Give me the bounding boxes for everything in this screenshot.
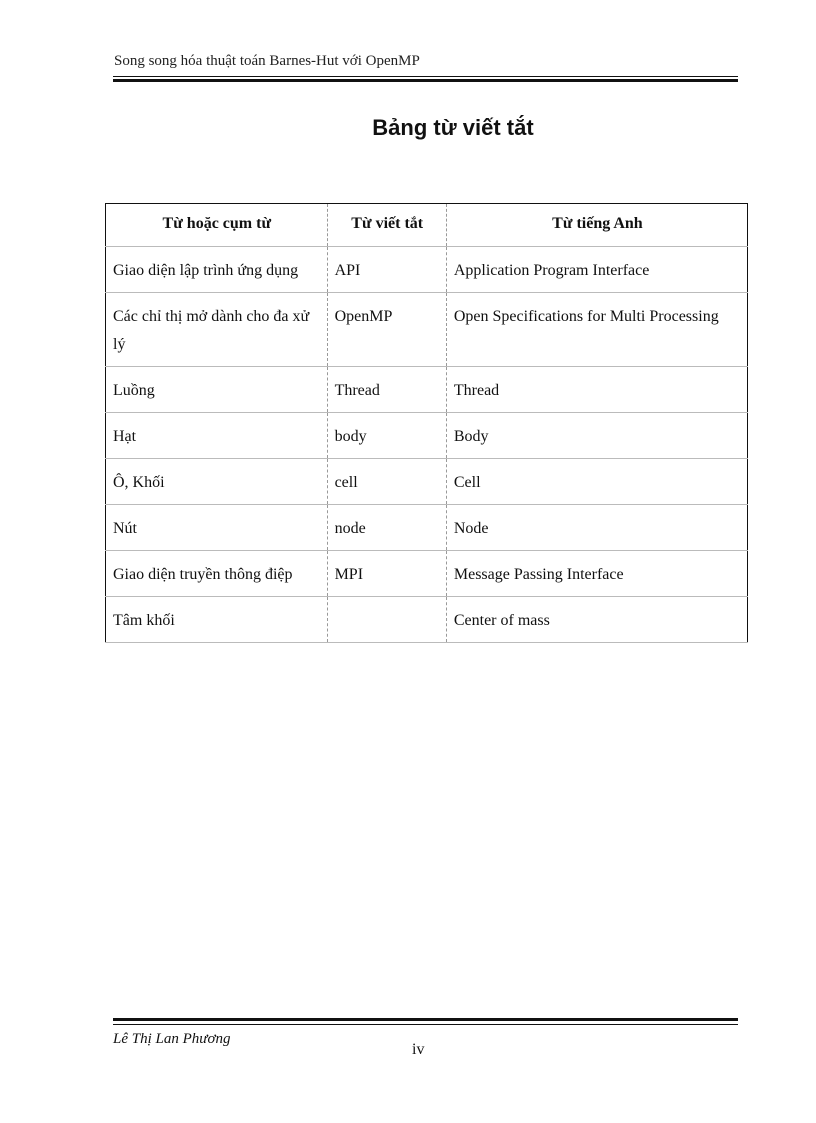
header-rule-thin [113,76,738,77]
cell-term: Luồng [106,367,328,413]
cell-abbreviation: Thread [327,367,446,413]
cell-english: Application Program Interface [446,247,747,293]
cell-abbreviation: node [327,505,446,551]
cell-term: Giao diện lập trình ứng dụng [106,247,328,293]
cell-abbreviation [327,597,446,643]
page-number: iv [412,1041,425,1058]
cell-abbreviation: cell [327,459,446,505]
cell-term: Giao diện truyền thông điệp [106,551,328,597]
column-header-english: Từ tiếng Anh [446,204,747,247]
footer-rule-thin [113,1024,738,1025]
cell-term: Tâm khối [106,597,328,643]
running-header: Song song hóa thuật toán Barnes-Hut với OpenMP [114,53,420,69]
table-row [106,247,748,293]
header-rule-thick [113,79,738,82]
footer-rule-thick [113,1018,738,1021]
cell-term: Hạt [106,413,328,459]
cell-abbreviation: body [327,413,446,459]
column-header-abbreviation: Từ viết tắt [327,204,446,247]
cell-abbreviation: OpenMP [327,293,446,367]
cell-english: Open Specifications for Multi Processing [446,293,747,367]
table-header-row [106,204,748,247]
cell-english: Thread [446,367,747,413]
table-row [106,505,748,551]
table-row [106,367,748,413]
cell-english: Cell [446,459,747,505]
cell-abbreviation: MPI [327,551,446,597]
cell-term: Nút [106,505,328,551]
table-row [106,459,748,505]
footer-author: Lê Thị Lan Phương [113,1031,231,1047]
cell-english: Node [446,505,747,551]
cell-term: Các chỉ thị mở dành cho đa xử lý [106,293,328,367]
table-row [106,597,748,643]
cell-english: Body [446,413,747,459]
table-row [106,293,748,367]
cell-abbreviation: API [327,247,446,293]
column-header-term: Từ hoặc cụm từ [106,204,328,247]
table-row [106,551,748,597]
page-title: Bảng từ viết tắt [372,115,534,140]
abbreviation-table [105,203,748,643]
cell-english: Center of mass [446,597,747,643]
table-row [106,413,748,459]
cell-english: Message Passing Interface [446,551,747,597]
cell-term: Ô, Khối [106,459,328,505]
